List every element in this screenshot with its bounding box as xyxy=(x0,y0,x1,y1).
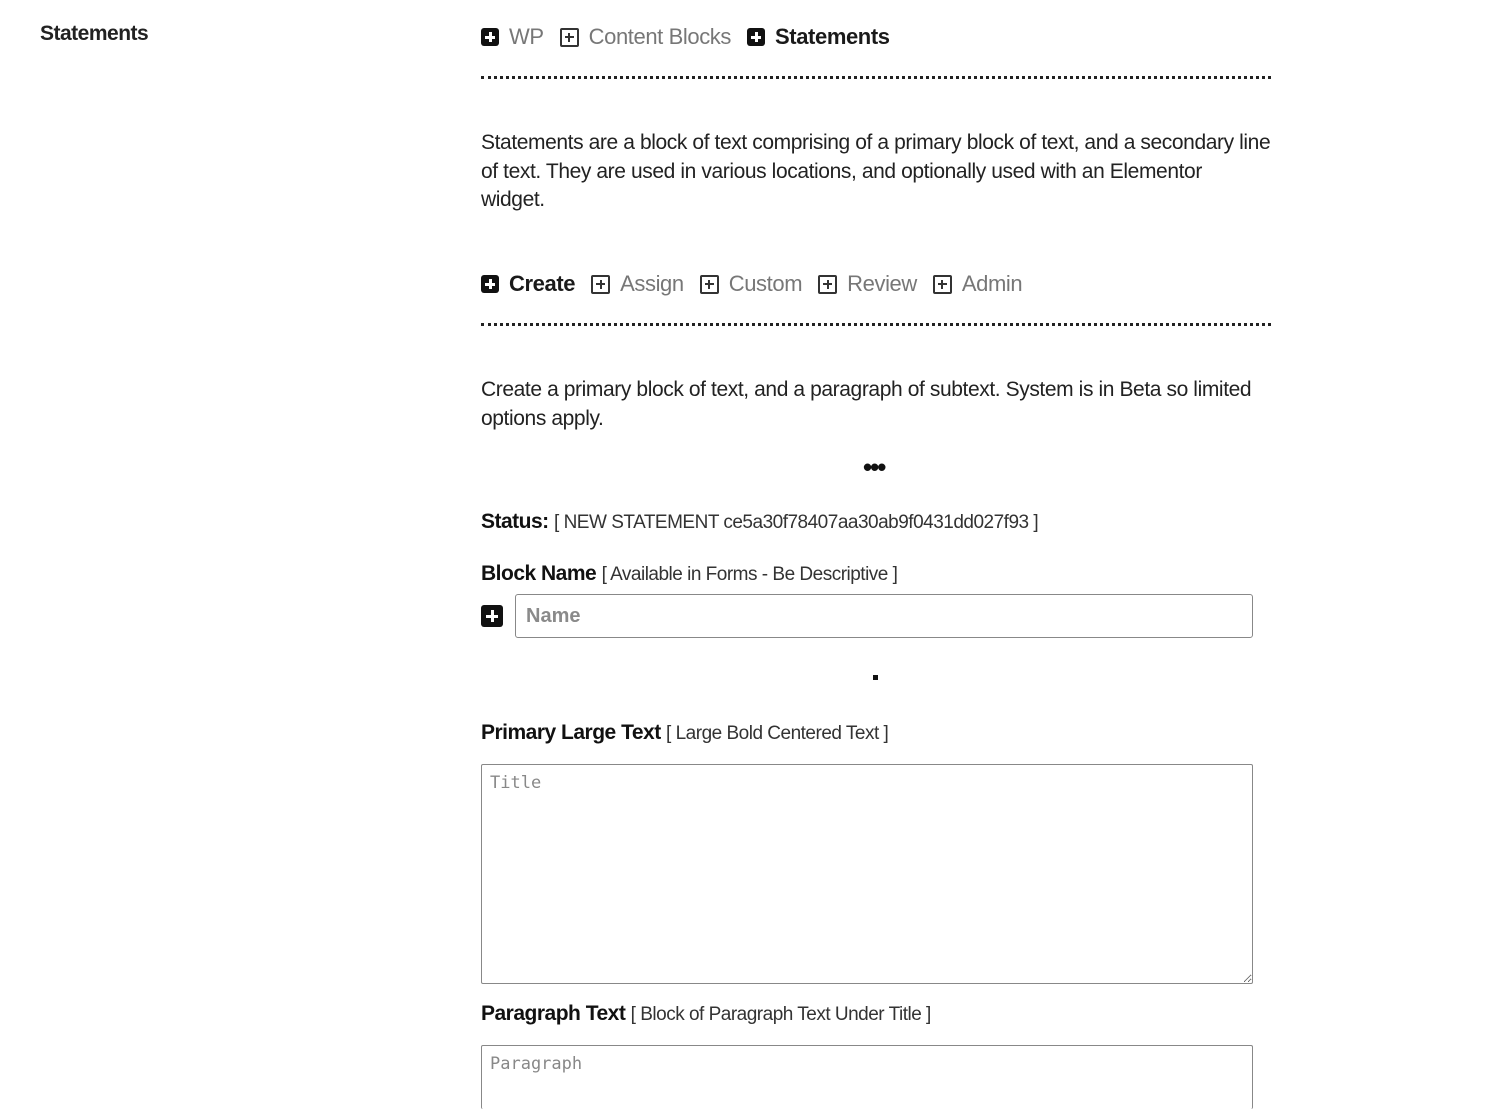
plus-square-outline-icon xyxy=(933,275,952,294)
tab-content-blocks[interactable] xyxy=(560,24,731,50)
plus-square-filled-icon xyxy=(481,28,499,46)
tab-label: Content Blocks xyxy=(588,24,732,49)
block-name-label xyxy=(481,562,897,586)
tab-statements[interactable] xyxy=(747,24,890,50)
intro-text: Statements are a block of text comprising of a primary block of text, and a secondary line of text. They are used in various locations, and optionally used with an Elementor widget. xyxy=(481,131,1271,211)
dot-separator xyxy=(873,675,878,680)
status-label: Status: xyxy=(481,510,549,533)
add-icon[interactable] xyxy=(481,605,503,627)
section-label: Statements xyxy=(40,22,149,45)
tab-label: WP xyxy=(509,24,544,49)
status-line xyxy=(481,510,1038,534)
dotted-divider xyxy=(481,76,1271,79)
status-value: [ NEW STATEMENT ce5a30f78407aa30ab9f0431dd027f93 ] xyxy=(554,512,1039,533)
nav-tabs xyxy=(481,24,906,50)
paragraph-text-hint: [ Block of Paragraph Text Under Title ] xyxy=(630,1004,931,1025)
tab-create[interactable] xyxy=(481,271,575,297)
create-description: Create a primary block of text, and a paragraph of subtext. System is in Beta so limited options apply. xyxy=(481,378,1252,430)
tab-label: Statements xyxy=(775,24,890,49)
tab-label: Create xyxy=(509,271,576,296)
tab-label: Review xyxy=(847,271,917,296)
block-name-row xyxy=(481,594,1253,638)
paragraph-text-label xyxy=(481,1002,931,1026)
tab-custom[interactable] xyxy=(700,271,802,297)
paragraph-text-textarea[interactable] xyxy=(481,1045,1253,1109)
tab-admin[interactable] xyxy=(933,271,1022,297)
primary-text-hint: [ Large Bold Centered Text ] xyxy=(666,723,889,744)
tab-review[interactable] xyxy=(818,271,917,297)
ellipsis-separator: ••• xyxy=(863,452,885,482)
primary-text-title: Primary Large Text xyxy=(481,721,661,744)
tab-label: Custom xyxy=(728,271,803,296)
sub-tabs xyxy=(481,271,1038,297)
block-name-title: Block Name xyxy=(481,562,597,585)
block-name-hint: [ Available in Forms - Be Descriptive ] xyxy=(601,564,898,585)
tab-wp[interactable] xyxy=(481,24,544,50)
primary-text-textarea[interactable] xyxy=(481,764,1253,984)
plus-square-outline-icon xyxy=(700,275,719,294)
plus-square-outline-icon xyxy=(818,275,837,294)
tab-assign[interactable] xyxy=(591,271,684,297)
plus-square-filled-icon xyxy=(481,275,499,293)
plus-square-filled-icon xyxy=(747,28,765,46)
block-name-input[interactable] xyxy=(515,594,1253,638)
plus-square-outline-icon xyxy=(591,275,610,294)
paragraph-text-title: Paragraph Text xyxy=(481,1002,626,1025)
tab-label: Assign xyxy=(620,271,684,296)
dotted-divider xyxy=(481,323,1271,326)
primary-text-label xyxy=(481,721,888,745)
plus-square-outline-icon xyxy=(560,28,579,47)
tab-label: Admin xyxy=(961,271,1023,296)
